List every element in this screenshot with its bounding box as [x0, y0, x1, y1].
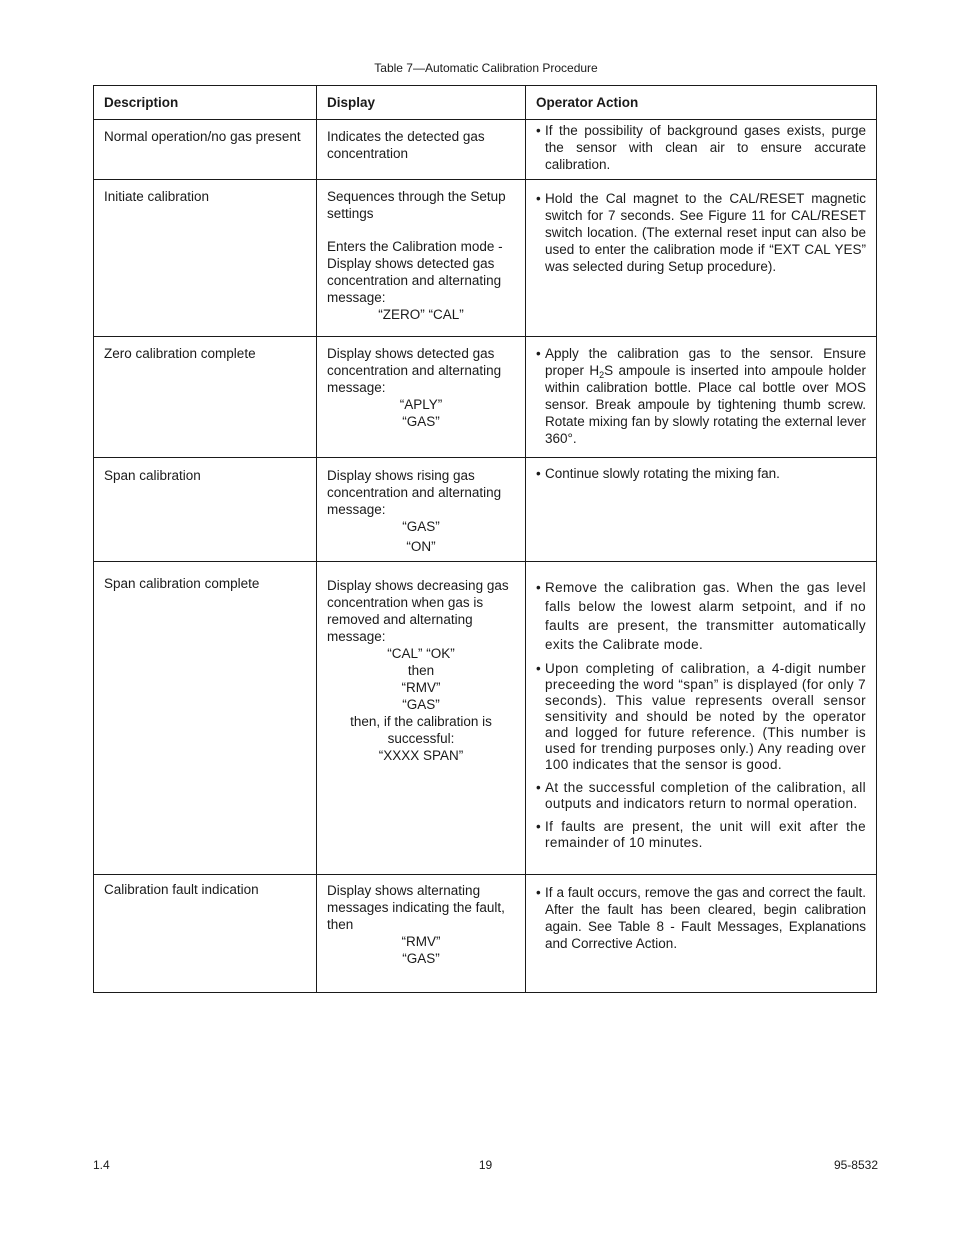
- table-row: [94, 180, 877, 337]
- footer-document-number: 95-8532: [833, 1158, 878, 1172]
- action-cell: [526, 458, 877, 562]
- action-cell: [526, 120, 877, 180]
- footer-revision: 1.4: [93, 1158, 110, 1172]
- display-message: “GAS”: [402, 519, 440, 534]
- action-item: • Upon completing of calibration, a 4-digit number preceeding the word “span” is displayed (for only 7 seconds). This value represents overall sensor sensitivity and should be noted by the operator and logged for future reference. (This number is used for trending purposes only.) Any reading over 100 indicates that the sensor is good.: [536, 661, 866, 773]
- display-line: Display shows detected gas concentration and alternating message:: [327, 346, 502, 395]
- header-display: Display: [317, 86, 526, 120]
- page-footer: [93, 1158, 878, 1174]
- action-item: • At the successful completion of the calibration, all outputs and indicators return to normal operation.: [536, 780, 866, 812]
- description-cell: Span calibration complete: [94, 562, 317, 875]
- display-cell: [317, 180, 526, 337]
- action-text: Apply the calibration gas to the sensor. Ensure proper H: [545, 346, 866, 378]
- display-line: Indicates the detected gas concentration: [327, 129, 485, 161]
- description-cell: Span calibration: [94, 458, 317, 562]
- display-line: Display shows decreasing gas concentration when gas is removed and alternating message:: [327, 578, 509, 644]
- action-cell: [526, 562, 877, 875]
- display-message: “APLY”: [399, 397, 443, 412]
- action-item: [536, 345, 866, 447]
- action-item: • If a fault occurs, remove the gas and correct the fault. After the fault has been cleared, begin calibration again. See Table 8 - Fault Messages, Explanations and Corrective Action.: [536, 884, 866, 952]
- action-cell: [526, 180, 877, 337]
- display-message: “ON”: [406, 539, 436, 554]
- action-item: • Continue slowly rotating the mixing fan.: [536, 465, 866, 482]
- display-line: Sequences through the Setup settings: [327, 189, 506, 221]
- table-row: [94, 337, 877, 458]
- action-item: • If faults are present, the unit will exit after the remainder of 10 minutes.: [536, 819, 866, 851]
- display-message: “RMV”: [401, 680, 441, 695]
- table-row: [94, 562, 877, 875]
- footer-page-number: 19: [478, 1158, 493, 1172]
- display-message: “XXXX SPAN”: [378, 748, 464, 763]
- display-cell: [317, 120, 526, 180]
- header-description: Description: [94, 86, 317, 120]
- display-cell: [317, 458, 526, 562]
- display-message: “CAL” “OK”: [387, 646, 455, 661]
- display-cell: [317, 562, 526, 875]
- display-message: “GAS”: [402, 414, 440, 429]
- description-cell: Initiate calibration: [94, 180, 317, 337]
- table-row: [94, 120, 877, 180]
- header-operator-action: Operator Action: [526, 86, 877, 120]
- action-item: • If the possibility of background gases exists, purge the sensor with clean air to ensure accurate calibration.: [536, 122, 866, 173]
- display-cell: [317, 337, 526, 458]
- display-message: then, if the calibration is successful:: [350, 714, 492, 746]
- table-caption: Table 7—Automatic Calibration Procedure: [374, 61, 598, 75]
- action-text: S ampoule is inserted into ampoule holder within calibration bottle. Place cal bottle over MOS sensor. Break ampoule by tightening thumb screw. Rotate mixing fan by slowly rotating the external lever 360°.: [545, 363, 866, 446]
- display-line: Display shows rising gas concentration and alternating message:: [327, 468, 502, 517]
- table-row: [94, 875, 877, 993]
- description-cell: Normal operation/no gas present: [94, 120, 317, 180]
- display-message: “ZERO” “CAL”: [378, 307, 464, 322]
- action-item: • Remove the calibration gas. When the gas level falls below the lowest alarm setpoint, and if no faults are present, the transmitter automatically exits the Calibrate mode.: [536, 578, 866, 654]
- display-message: “GAS”: [402, 951, 440, 966]
- subscript-two: 2: [599, 370, 605, 380]
- table-row: [94, 458, 877, 562]
- display-cell: [317, 875, 526, 993]
- display-line: Display shows alternating messages indicating the fault, then: [327, 883, 505, 932]
- display-line: Enters the Calibration mode - Display shows detected gas concentration and alternating message:: [327, 239, 503, 305]
- display-message: then: [407, 663, 435, 678]
- display-message: “GAS”: [402, 697, 440, 712]
- action-cell: [526, 875, 877, 993]
- calibration-procedure-table: [93, 85, 877, 993]
- display-message: “RMV”: [401, 934, 441, 949]
- header-row: [94, 86, 877, 120]
- description-cell: Zero calibration complete: [94, 337, 317, 458]
- action-item: • Hold the Cal magnet to the CAL/RESET magnetic switch for 7 seconds. See Figure 11 for CAL/RESET switch location. (The external reset input can also be used to enter the calibration mode if “EXT CAL YES” was selected during Setup procedure).: [536, 190, 866, 275]
- description-cell: Calibration fault indication: [94, 875, 317, 993]
- action-cell: [526, 337, 877, 458]
